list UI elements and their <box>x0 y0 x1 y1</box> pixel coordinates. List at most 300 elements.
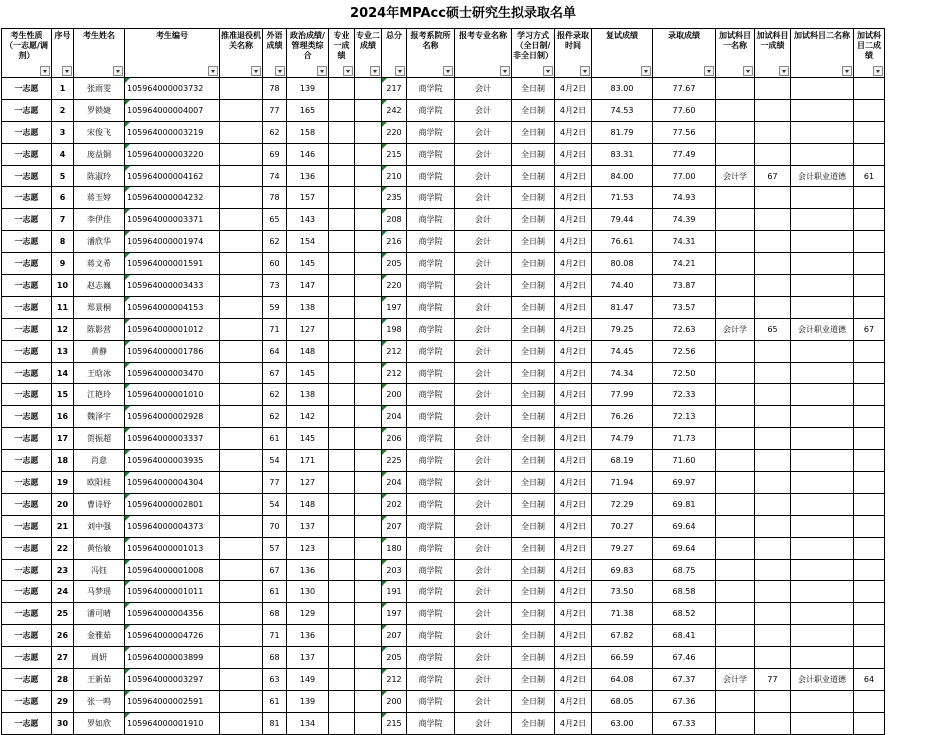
table-cell[interactable]: 67 <box>263 559 287 581</box>
table-cell[interactable]: 肖意 <box>74 450 125 472</box>
table-cell[interactable] <box>854 493 885 515</box>
table-cell[interactable] <box>755 537 791 559</box>
table-cell[interactable]: 26 <box>52 625 74 647</box>
table-cell[interactable]: 171 <box>287 450 329 472</box>
table-cell[interactable]: 商学院 <box>407 493 455 515</box>
table-cell[interactable]: 会计 <box>455 143 512 165</box>
table-cell[interactable]: 67.82 <box>592 625 653 647</box>
table-cell[interactable]: 210 <box>382 165 407 187</box>
table-cell[interactable]: 一志愿 <box>2 99 52 121</box>
table-cell[interactable]: 全日制 <box>512 537 555 559</box>
table-cell[interactable]: 会计 <box>455 581 512 603</box>
table-cell[interactable]: 一志愿 <box>2 143 52 165</box>
table-cell[interactable]: 一志愿 <box>2 275 52 297</box>
table-cell[interactable]: 会计职业道德 <box>791 669 854 691</box>
table-cell[interactable]: 105964000002928 <box>125 406 220 428</box>
table-cell[interactable] <box>755 384 791 406</box>
table-cell[interactable]: 庞益铜 <box>74 143 125 165</box>
table-cell[interactable]: 77.56 <box>653 121 716 143</box>
table-cell[interactable]: 79.25 <box>592 318 653 340</box>
table-cell[interactable]: 105964000001910 <box>125 712 220 734</box>
table-cell[interactable]: 139 <box>287 690 329 712</box>
table-cell[interactable]: 105964000004153 <box>125 296 220 318</box>
table-cell[interactable]: 商学院 <box>407 428 455 450</box>
table-cell[interactable]: 68.52 <box>653 603 716 625</box>
table-cell[interactable]: 21 <box>52 515 74 537</box>
table-cell[interactable] <box>791 581 854 603</box>
table-cell[interactable]: 全日制 <box>512 669 555 691</box>
table-cell[interactable]: 曹诗妤 <box>74 493 125 515</box>
table-cell[interactable]: 13 <box>52 340 74 362</box>
table-cell[interactable] <box>791 712 854 734</box>
table-cell[interactable]: 105964000003337 <box>125 428 220 450</box>
table-cell[interactable]: 4月2日 <box>555 603 592 625</box>
table-cell[interactable]: 4月2日 <box>555 690 592 712</box>
table-cell[interactable]: 72.33 <box>653 384 716 406</box>
table-cell[interactable] <box>716 537 755 559</box>
table-cell[interactable]: 罗如欣 <box>74 712 125 734</box>
table-cell[interactable]: 张一鸣 <box>74 690 125 712</box>
table-cell[interactable] <box>716 275 755 297</box>
table-cell[interactable]: 67.36 <box>653 690 716 712</box>
table-cell[interactable] <box>791 99 854 121</box>
table-cell[interactable]: 68 <box>263 647 287 669</box>
table-cell[interactable]: 212 <box>382 669 407 691</box>
table-cell[interactable] <box>329 406 355 428</box>
table-cell[interactable]: 商学院 <box>407 187 455 209</box>
table-cell[interactable]: 14 <box>52 362 74 384</box>
table-cell[interactable] <box>220 275 263 297</box>
table-cell[interactable] <box>355 362 382 384</box>
table-cell[interactable]: 68.41 <box>653 625 716 647</box>
table-cell[interactable]: 77 <box>263 472 287 494</box>
filter-dropdown-icon[interactable] <box>580 66 590 76</box>
table-cell[interactable]: 83.00 <box>592 78 653 100</box>
table-cell[interactable]: 105964000003732 <box>125 78 220 100</box>
table-cell[interactable] <box>791 143 854 165</box>
table-cell[interactable]: 一志愿 <box>2 165 52 187</box>
table-cell[interactable] <box>220 515 263 537</box>
table-cell[interactable]: 145 <box>287 253 329 275</box>
table-cell[interactable] <box>791 78 854 100</box>
table-cell[interactable]: 会计 <box>455 472 512 494</box>
table-cell[interactable]: 74.53 <box>592 99 653 121</box>
table-cell[interactable]: 会计 <box>455 537 512 559</box>
table-cell[interactable]: 全日制 <box>512 515 555 537</box>
table-cell[interactable]: 商学院 <box>407 231 455 253</box>
table-cell[interactable]: 62 <box>263 384 287 406</box>
table-cell[interactable]: 78 <box>263 187 287 209</box>
table-cell[interactable] <box>355 253 382 275</box>
table-cell[interactable] <box>791 121 854 143</box>
table-cell[interactable]: 105964000001008 <box>125 559 220 581</box>
table-cell[interactable] <box>329 143 355 165</box>
table-cell[interactable]: 一志愿 <box>2 647 52 669</box>
table-cell[interactable]: 商学院 <box>407 712 455 734</box>
table-cell[interactable] <box>716 559 755 581</box>
table-cell[interactable]: 全日制 <box>512 712 555 734</box>
table-cell[interactable]: 136 <box>287 625 329 647</box>
table-cell[interactable]: 17 <box>52 428 74 450</box>
table-cell[interactable]: 全日制 <box>512 493 555 515</box>
table-cell[interactable]: 4月2日 <box>555 340 592 362</box>
table-cell[interactable]: 1 <box>52 78 74 100</box>
table-cell[interactable]: 202 <box>382 493 407 515</box>
table-cell[interactable] <box>716 493 755 515</box>
table-cell[interactable]: 全日制 <box>512 603 555 625</box>
table-cell[interactable]: 王新茹 <box>74 669 125 691</box>
table-cell[interactable]: 191 <box>382 581 407 603</box>
table-cell[interactable]: 全日制 <box>512 318 555 340</box>
table-cell[interactable] <box>854 559 885 581</box>
table-cell[interactable]: 4月2日 <box>555 537 592 559</box>
table-cell[interactable]: 一志愿 <box>2 406 52 428</box>
table-cell[interactable]: 10 <box>52 275 74 297</box>
table-cell[interactable]: 一志愿 <box>2 384 52 406</box>
table-cell[interactable]: 一志愿 <box>2 209 52 231</box>
table-cell[interactable]: 4月2日 <box>555 253 592 275</box>
table-cell[interactable]: 一志愿 <box>2 559 52 581</box>
table-cell[interactable] <box>854 428 885 450</box>
table-cell[interactable]: 197 <box>382 603 407 625</box>
table-cell[interactable] <box>854 603 885 625</box>
table-cell[interactable]: 62 <box>263 406 287 428</box>
table-cell[interactable] <box>755 581 791 603</box>
table-cell[interactable]: 145 <box>287 362 329 384</box>
table-cell[interactable]: 会计 <box>455 362 512 384</box>
table-cell[interactable] <box>329 121 355 143</box>
table-cell[interactable]: 76.61 <box>592 231 653 253</box>
table-cell[interactable]: 105964000004007 <box>125 99 220 121</box>
table-cell[interactable]: 商学院 <box>407 472 455 494</box>
table-cell[interactable]: 71.73 <box>653 428 716 450</box>
table-cell[interactable] <box>791 647 854 669</box>
table-cell[interactable] <box>355 690 382 712</box>
table-cell[interactable]: 69.83 <box>592 559 653 581</box>
table-cell[interactable] <box>716 406 755 428</box>
table-cell[interactable]: 会计 <box>455 625 512 647</box>
table-cell[interactable]: 9 <box>52 253 74 275</box>
table-cell[interactable]: 一志愿 <box>2 187 52 209</box>
table-cell[interactable]: 全日制 <box>512 340 555 362</box>
table-cell[interactable]: 商学院 <box>407 99 455 121</box>
table-cell[interactable]: 5 <box>52 165 74 187</box>
table-cell[interactable]: 会计 <box>455 253 512 275</box>
table-cell[interactable]: 全日制 <box>512 187 555 209</box>
table-cell[interactable] <box>355 647 382 669</box>
table-cell[interactable]: 8 <box>52 231 74 253</box>
table-cell[interactable]: 73.87 <box>653 275 716 297</box>
table-cell[interactable] <box>854 143 885 165</box>
table-cell[interactable] <box>755 690 791 712</box>
table-cell[interactable]: 69.64 <box>653 515 716 537</box>
table-cell[interactable] <box>716 362 755 384</box>
table-cell[interactable]: 会计 <box>455 231 512 253</box>
table-cell[interactable]: 一志愿 <box>2 450 52 472</box>
table-cell[interactable]: 19 <box>52 472 74 494</box>
table-cell[interactable] <box>329 625 355 647</box>
table-cell[interactable] <box>716 99 755 121</box>
filter-dropdown-icon[interactable] <box>343 66 353 76</box>
table-cell[interactable]: 130 <box>287 581 329 603</box>
table-cell[interactable] <box>716 515 755 537</box>
table-cell[interactable] <box>755 625 791 647</box>
table-cell[interactable]: 105964000001786 <box>125 340 220 362</box>
table-cell[interactable] <box>220 78 263 100</box>
table-cell[interactable] <box>854 537 885 559</box>
filter-dropdown-icon[interactable] <box>704 66 714 76</box>
table-cell[interactable] <box>716 603 755 625</box>
table-cell[interactable]: 全日制 <box>512 362 555 384</box>
table-cell[interactable]: 18 <box>52 450 74 472</box>
table-cell[interactable]: 105964000003899 <box>125 647 220 669</box>
table-cell[interactable]: 105964000002591 <box>125 690 220 712</box>
table-cell[interactable]: 会计 <box>455 603 512 625</box>
table-cell[interactable] <box>755 99 791 121</box>
table-cell[interactable]: 周妍 <box>74 647 125 669</box>
table-cell[interactable]: 商学院 <box>407 625 455 647</box>
table-cell[interactable] <box>755 603 791 625</box>
table-cell[interactable] <box>755 121 791 143</box>
table-cell[interactable]: 74.34 <box>592 362 653 384</box>
table-cell[interactable] <box>355 231 382 253</box>
table-cell[interactable] <box>755 275 791 297</box>
table-cell[interactable] <box>355 428 382 450</box>
table-cell[interactable]: 225 <box>382 450 407 472</box>
table-cell[interactable]: 4月2日 <box>555 143 592 165</box>
table-cell[interactable]: 77 <box>263 99 287 121</box>
table-cell[interactable]: 68.58 <box>653 581 716 603</box>
table-cell[interactable] <box>755 143 791 165</box>
table-cell[interactable]: 105964000004162 <box>125 165 220 187</box>
table-cell[interactable] <box>355 209 382 231</box>
table-cell[interactable] <box>791 625 854 647</box>
table-cell[interactable] <box>854 647 885 669</box>
table-cell[interactable]: 会计 <box>455 450 512 472</box>
table-cell[interactable] <box>716 450 755 472</box>
table-cell[interactable]: 71 <box>263 625 287 647</box>
table-cell[interactable] <box>355 143 382 165</box>
table-cell[interactable]: 28 <box>52 669 74 691</box>
filter-dropdown-icon[interactable] <box>40 66 50 76</box>
table-cell[interactable]: 242 <box>382 99 407 121</box>
table-cell[interactable]: 欧阳桂 <box>74 472 125 494</box>
table-cell[interactable] <box>716 253 755 275</box>
table-cell[interactable]: 105964000001013 <box>125 537 220 559</box>
table-cell[interactable] <box>755 712 791 734</box>
table-cell[interactable]: 205 <box>382 253 407 275</box>
table-cell[interactable] <box>716 690 755 712</box>
table-cell[interactable] <box>355 165 382 187</box>
table-cell[interactable]: 会计 <box>455 165 512 187</box>
table-cell[interactable] <box>854 515 885 537</box>
table-cell[interactable]: 77.99 <box>592 384 653 406</box>
table-cell[interactable]: 71.94 <box>592 472 653 494</box>
table-cell[interactable]: 16 <box>52 406 74 428</box>
table-cell[interactable] <box>755 362 791 384</box>
table-cell[interactable]: 73.57 <box>653 296 716 318</box>
table-cell[interactable] <box>220 121 263 143</box>
table-cell[interactable]: 61 <box>263 428 287 450</box>
table-cell[interactable]: 123 <box>287 537 329 559</box>
table-cell[interactable]: 57 <box>263 537 287 559</box>
table-cell[interactable]: 30 <box>52 712 74 734</box>
table-cell[interactable]: 67 <box>854 318 885 340</box>
table-cell[interactable] <box>329 603 355 625</box>
table-cell[interactable]: 74.21 <box>653 253 716 275</box>
table-cell[interactable] <box>220 428 263 450</box>
table-cell[interactable]: 会计职业道德 <box>791 165 854 187</box>
table-cell[interactable] <box>220 231 263 253</box>
filter-dropdown-icon[interactable] <box>842 66 852 76</box>
table-cell[interactable]: 74.39 <box>653 209 716 231</box>
table-cell[interactable] <box>791 209 854 231</box>
table-cell[interactable]: 全日制 <box>512 78 555 100</box>
table-cell[interactable]: 4月2日 <box>555 647 592 669</box>
table-cell[interactable]: 4月2日 <box>555 318 592 340</box>
table-cell[interactable]: 4月2日 <box>555 362 592 384</box>
filter-dropdown-icon[interactable] <box>779 66 789 76</box>
table-cell[interactable]: 200 <box>382 384 407 406</box>
table-cell[interactable] <box>755 559 791 581</box>
table-cell[interactable]: 63 <box>263 669 287 691</box>
table-cell[interactable] <box>755 493 791 515</box>
table-cell[interactable]: 魏泽宇 <box>74 406 125 428</box>
table-cell[interactable]: 会计 <box>455 428 512 450</box>
table-cell[interactable]: 70 <box>263 515 287 537</box>
table-cell[interactable] <box>716 121 755 143</box>
table-cell[interactable]: 217 <box>382 78 407 100</box>
table-cell[interactable]: 潘欣华 <box>74 231 125 253</box>
table-cell[interactable] <box>220 625 263 647</box>
table-cell[interactable] <box>355 537 382 559</box>
table-cell[interactable]: 105964000003470 <box>125 362 220 384</box>
table-cell[interactable]: 会计 <box>455 384 512 406</box>
table-cell[interactable]: 全日制 <box>512 99 555 121</box>
table-cell[interactable]: 全日制 <box>512 165 555 187</box>
table-cell[interactable] <box>329 296 355 318</box>
table-cell[interactable]: 4月2日 <box>555 515 592 537</box>
table-cell[interactable]: 一志愿 <box>2 231 52 253</box>
table-cell[interactable] <box>854 253 885 275</box>
table-cell[interactable] <box>854 384 885 406</box>
table-cell[interactable]: 29 <box>52 690 74 712</box>
table-cell[interactable]: 180 <box>382 537 407 559</box>
table-cell[interactable] <box>791 515 854 537</box>
table-cell[interactable]: 全日制 <box>512 296 555 318</box>
table-cell[interactable] <box>329 209 355 231</box>
table-cell[interactable]: 4月2日 <box>555 384 592 406</box>
table-cell[interactable]: 商学院 <box>407 669 455 691</box>
table-cell[interactable] <box>716 187 755 209</box>
table-cell[interactable]: 77.49 <box>653 143 716 165</box>
table-cell[interactable] <box>329 537 355 559</box>
table-cell[interactable]: 蒋玉婷 <box>74 187 125 209</box>
table-cell[interactable]: 商学院 <box>407 406 455 428</box>
table-cell[interactable] <box>220 99 263 121</box>
table-cell[interactable] <box>791 450 854 472</box>
table-cell[interactable] <box>220 559 263 581</box>
table-cell[interactable] <box>220 647 263 669</box>
table-cell[interactable] <box>716 625 755 647</box>
table-cell[interactable]: 158 <box>287 121 329 143</box>
table-cell[interactable]: 136 <box>287 559 329 581</box>
table-cell[interactable]: 黄静 <box>74 340 125 362</box>
table-cell[interactable]: 全日制 <box>512 472 555 494</box>
table-cell[interactable]: 77 <box>755 669 791 691</box>
table-cell[interactable] <box>355 493 382 515</box>
table-cell[interactable]: 全日制 <box>512 406 555 428</box>
table-cell[interactable]: 205 <box>382 647 407 669</box>
table-cell[interactable] <box>329 450 355 472</box>
filter-dropdown-icon[interactable] <box>543 66 553 76</box>
table-cell[interactable] <box>355 603 382 625</box>
table-cell[interactable] <box>329 384 355 406</box>
table-cell[interactable]: 陈淑玲 <box>74 165 125 187</box>
table-cell[interactable]: 54 <box>263 493 287 515</box>
table-cell[interactable]: 60 <box>263 253 287 275</box>
table-cell[interactable] <box>329 472 355 494</box>
table-cell[interactable]: 235 <box>382 187 407 209</box>
table-cell[interactable]: 74.40 <box>592 275 653 297</box>
table-cell[interactable]: 67 <box>755 165 791 187</box>
table-cell[interactable]: 商学院 <box>407 296 455 318</box>
table-cell[interactable]: 62 <box>263 121 287 143</box>
table-cell[interactable]: 68.05 <box>592 690 653 712</box>
table-cell[interactable] <box>716 581 755 603</box>
table-cell[interactable]: 15 <box>52 384 74 406</box>
table-cell[interactable] <box>755 187 791 209</box>
table-cell[interactable]: 会计 <box>455 121 512 143</box>
table-cell[interactable]: 200 <box>382 690 407 712</box>
table-cell[interactable]: 全日制 <box>512 559 555 581</box>
table-cell[interactable]: 6 <box>52 187 74 209</box>
table-cell[interactable] <box>854 275 885 297</box>
table-cell[interactable] <box>791 537 854 559</box>
table-cell[interactable]: 会计 <box>455 209 512 231</box>
table-cell[interactable]: 74 <box>263 165 287 187</box>
table-cell[interactable]: 63.00 <box>592 712 653 734</box>
table-cell[interactable] <box>791 690 854 712</box>
table-cell[interactable] <box>355 472 382 494</box>
table-cell[interactable]: 146 <box>287 143 329 165</box>
table-cell[interactable]: 73 <box>263 275 287 297</box>
table-cell[interactable] <box>220 472 263 494</box>
table-cell[interactable]: 62 <box>263 231 287 253</box>
table-cell[interactable] <box>329 187 355 209</box>
table-cell[interactable] <box>220 209 263 231</box>
table-cell[interactable]: 4月2日 <box>555 78 592 100</box>
table-cell[interactable] <box>716 231 755 253</box>
table-cell[interactable] <box>716 340 755 362</box>
table-cell[interactable]: 74.93 <box>653 187 716 209</box>
table-cell[interactable]: 李伊佳 <box>74 209 125 231</box>
table-cell[interactable] <box>791 275 854 297</box>
table-cell[interactable]: 65 <box>755 318 791 340</box>
table-cell[interactable] <box>791 296 854 318</box>
table-cell[interactable] <box>854 362 885 384</box>
table-cell[interactable]: 67.37 <box>653 669 716 691</box>
table-cell[interactable]: 72.50 <box>653 362 716 384</box>
table-cell[interactable]: 商学院 <box>407 209 455 231</box>
table-cell[interactable]: 81 <box>263 712 287 734</box>
table-cell[interactable]: 198 <box>382 318 407 340</box>
table-cell[interactable] <box>755 296 791 318</box>
table-cell[interactable]: 4月2日 <box>555 450 592 472</box>
table-cell[interactable]: 4月2日 <box>555 231 592 253</box>
table-cell[interactable] <box>329 318 355 340</box>
table-cell[interactable]: 4月2日 <box>555 669 592 691</box>
